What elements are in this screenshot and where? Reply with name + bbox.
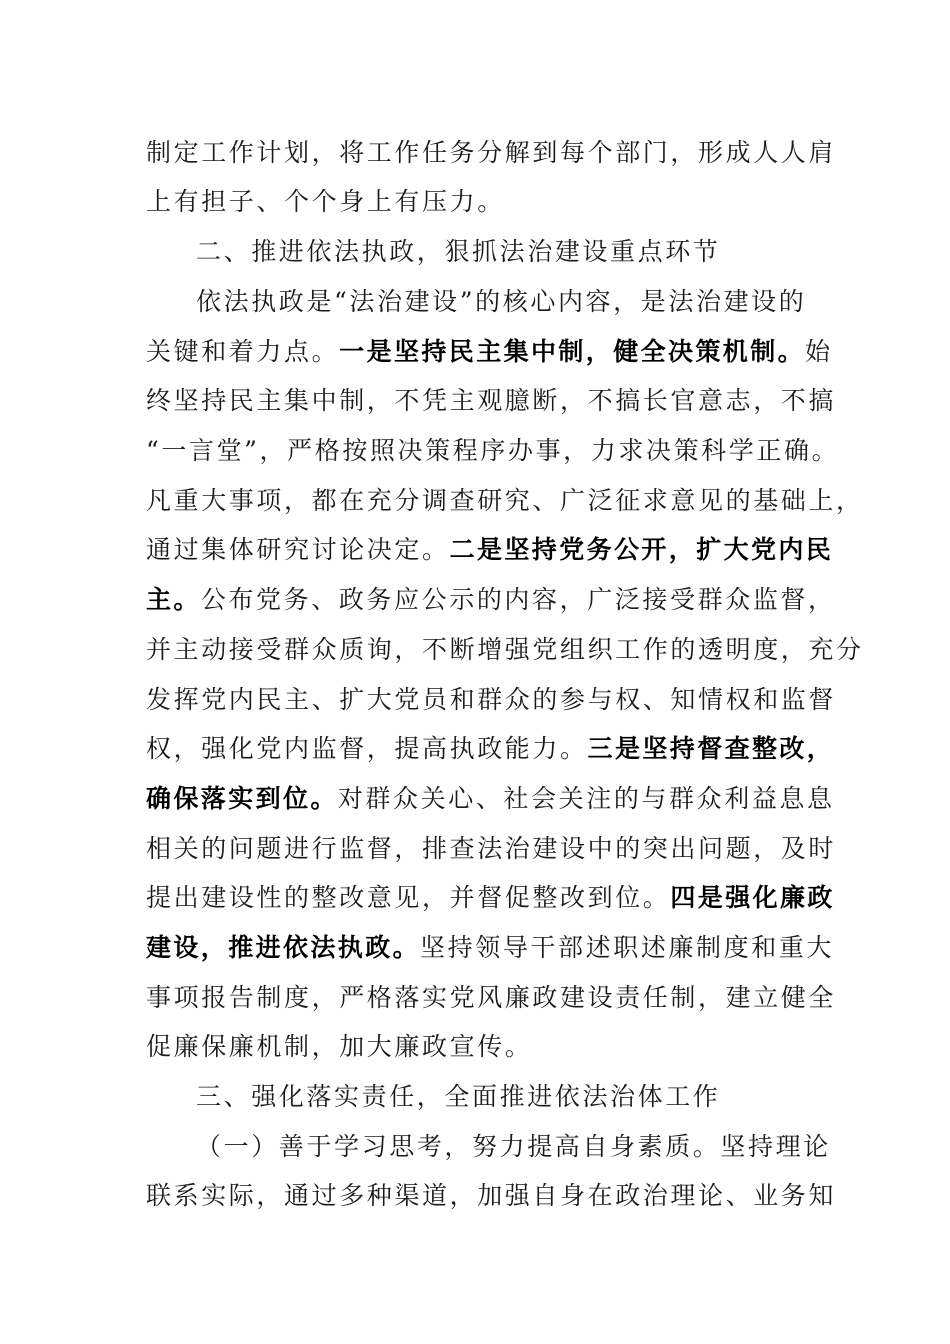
text-line xyxy=(146,932,834,964)
bold-text-segment: 三是坚持督查整改， xyxy=(587,734,835,763)
text-segment: 坚持领导干部述职述廉制度和重大 xyxy=(420,933,835,962)
text-line xyxy=(146,186,505,218)
paragraph-first-line xyxy=(196,286,806,318)
bold-text-segment: 二是坚持党务公开，扩大党内民 xyxy=(449,535,834,564)
text-line xyxy=(146,882,835,914)
text-line xyxy=(146,584,836,616)
text-segment: 提出建设性的整改意见，并督促整改到位。 xyxy=(146,883,671,912)
bold-text-segment: 主。 xyxy=(146,585,201,614)
text-line xyxy=(146,336,833,368)
text-segment: 凡重大事项，都在充分调查研究、广泛征求意见的基础上， xyxy=(146,486,864,515)
paragraph-first-line xyxy=(196,1131,831,1163)
text-line xyxy=(146,137,836,169)
text-segment: 终坚持民主集中制，不凭主观臆断，不搞长官意志，不搞 xyxy=(146,386,837,415)
text-line xyxy=(146,385,836,417)
text-line xyxy=(146,833,836,865)
bold-text-segment: 确保落实到位。 xyxy=(146,784,338,813)
text-segment: 始 xyxy=(805,337,833,366)
text-segment: 上有担子、个个身上有压力。 xyxy=(146,187,505,216)
heading-text: 二、推进依法执政，狠抓法治建设重点环节 xyxy=(196,237,721,266)
text-line xyxy=(146,684,836,716)
text-segment: 通过集体研究讨论决定。 xyxy=(146,535,450,564)
heading-text: 三、强化落实责任，全面推进依法治体工作 xyxy=(196,1082,721,1111)
text-segment: 联系实际，通过多种渠道，加强自身在政治理论、业务知 xyxy=(146,1181,837,1210)
text-segment: 对群众关心、社会关注的与群众利益息息 xyxy=(337,784,835,813)
text-segment: “一言堂”，严格按照决策程序办事，力求决策科学正确。 xyxy=(146,436,840,465)
text-line xyxy=(146,1180,836,1212)
text-segment: 并主动接受群众质询，不断增强党组织工作的透明度，充分 xyxy=(146,635,864,664)
text-segment: 依法执政是“法治建设”的核心内容，是法治建设的 xyxy=(196,287,807,316)
text-segment: 关键和着力点。 xyxy=(146,337,340,366)
text-line xyxy=(146,435,839,467)
text-line xyxy=(146,783,835,815)
text-segment: 发挥党内民主、扩大党员和群众的参与权、知情权和监督 xyxy=(146,685,837,714)
section-heading xyxy=(196,1081,720,1113)
text-segment: （一）善于学习思考，努力提高自身素质。坚持理论 xyxy=(196,1132,831,1161)
text-line xyxy=(146,485,864,517)
text-segment: 制定工作计划，将工作任务分解到每个部门，形成人人肩 xyxy=(146,138,837,167)
text-segment: 权，强化党内监督，提高执政能力。 xyxy=(146,734,588,763)
text-line xyxy=(146,733,834,765)
bold-text-segment: 四是强化廉政 xyxy=(670,883,835,912)
text-segment: 事项报告制度，严格落实党风廉政建设责任制，建立健全 xyxy=(146,983,837,1012)
text-line xyxy=(146,634,864,666)
text-segment: 相关的问题进行监督，排查法治建设中的突出问题，及时 xyxy=(146,834,837,863)
text-line xyxy=(146,982,836,1014)
text-segment: 促廉保廉机制，加大廉政宣传。 xyxy=(146,1032,533,1061)
text-line xyxy=(146,534,833,566)
bold-text-segment: 建设，推进依法执政。 xyxy=(146,933,421,962)
bold-text-segment: 一是坚持民主集中制，健全决策机制。 xyxy=(339,337,806,366)
section-heading xyxy=(196,236,720,268)
text-line xyxy=(146,1031,532,1063)
text-segment: 公布党务、政务应公示的内容，广泛接受群众监督， xyxy=(200,585,836,614)
